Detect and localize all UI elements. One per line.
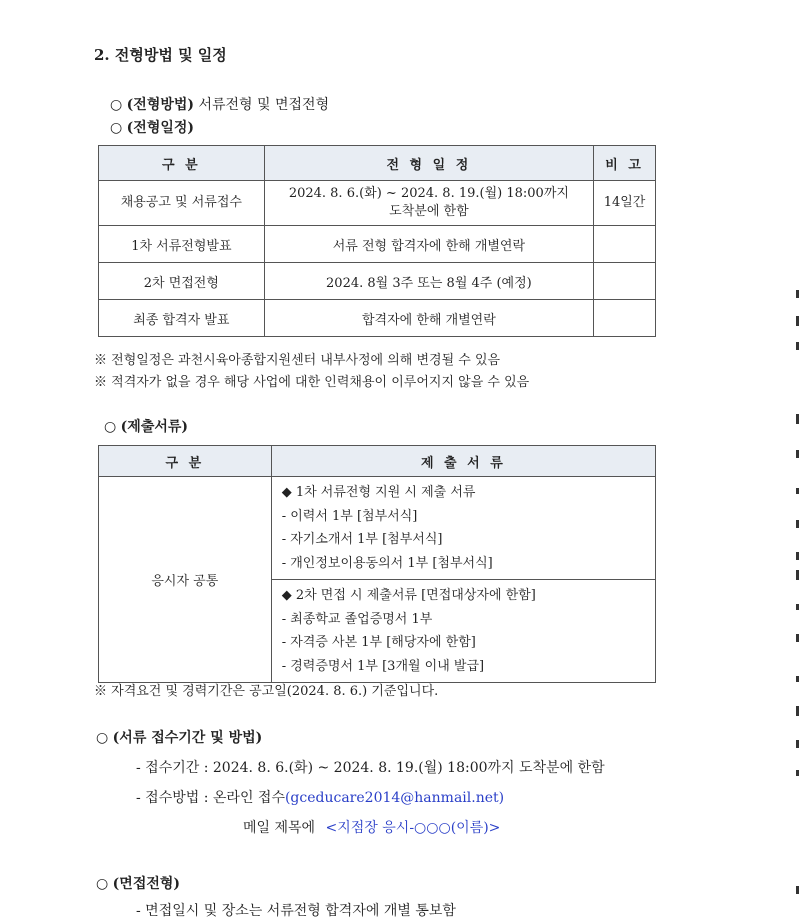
header-cell: 구 분 (99, 146, 265, 181)
edge-mark (796, 552, 799, 560)
edge-mark (796, 488, 799, 494)
subject-format: <지점장 응시-○○○(이름)> (325, 820, 501, 836)
cell-item: 채용공고 및 서류접수 (99, 181, 265, 226)
subject-prefix: 메일 제목에 (243, 820, 316, 836)
docs-group-1 (271, 477, 655, 580)
edge-mark (796, 290, 799, 298)
edge-mark (796, 740, 799, 748)
schedule-line-2: 도착분에 한함 (389, 204, 469, 219)
edge-mark (796, 706, 799, 716)
list-item: ◆ 1차 서류전형 지원 시 제출 서류 (281, 485, 476, 500)
cell-schedule: 서류 전형 합격자에 한해 개별연락 (264, 226, 593, 263)
cell-note (594, 300, 656, 337)
header-cell: 구 분 (99, 446, 272, 477)
interview-text: - 면접일시 및 장소는 서류전형 합격자에 개별 통보함 (136, 903, 456, 919)
section-title: 2. 전형방법 및 일정 (94, 46, 227, 64)
list-item: - 자기소개서 1부 [첨부서식] (281, 532, 443, 547)
edge-mark (796, 886, 799, 894)
list-item: - 개인정보이용동의서 1부 [첨부서식] (281, 555, 493, 571)
bullet: ○ (96, 876, 109, 892)
header-cell: 전 형 일 정 (264, 146, 593, 181)
edge-mark (796, 570, 799, 580)
table-header-row (99, 446, 656, 477)
edge-mark (796, 604, 799, 610)
bullet: ○ (96, 730, 109, 746)
method-label: (전형방법) (126, 97, 195, 113)
list-item: - 최종학교 졸업증명서 1부 (281, 611, 433, 627)
docs-table (98, 445, 656, 683)
mail-subject (243, 817, 500, 837)
method-text: 서류전형 및 면접전형 (194, 97, 330, 113)
edge-mark (796, 520, 799, 528)
email-link[interactable]: (gceducare2014@hanmail.net) (284, 790, 505, 806)
receipt-line (96, 727, 262, 747)
receipt-label: (서류 접수기간 및 방법) (112, 730, 263, 746)
method-prefix: - 접수방법 : 온라인 접수 (136, 790, 285, 806)
list-item: - 이력서 1부 [첨부서식] (281, 508, 418, 524)
edge-mark (796, 676, 799, 682)
cell-item: 1차 서류전형발표 (99, 226, 265, 263)
edge-mark (796, 450, 799, 458)
bullet: ○ (110, 120, 123, 136)
cell-item: 최종 합격자 발표 (99, 300, 265, 337)
list-item: - 경력증명서 1부 [3개월 이내 발급] (281, 658, 485, 674)
header-cell: 제 출 서 류 (271, 446, 655, 477)
cell-row-label: 응시자 공통 (99, 477, 272, 683)
edge-mark (796, 414, 799, 424)
table-row (99, 226, 656, 263)
header-cell: 비 고 (594, 146, 656, 181)
table-header-row (99, 146, 656, 181)
edge-mark (796, 770, 799, 776)
bullet: ○ (104, 419, 117, 435)
schedule-label: (전형일정) (126, 120, 195, 136)
receipt-period: - 접수기간 : 2024. 8. 6.(화) ~ 2024. 8. 19.(월) 18:00까지 도착분에 한함 (136, 760, 605, 776)
interview-line (96, 873, 180, 893)
edge-mark (796, 634, 799, 642)
cell-note (594, 263, 656, 300)
receipt-method (136, 787, 504, 807)
table-row (99, 263, 656, 300)
table-row (99, 300, 656, 337)
cell-note: 14일간 (594, 181, 656, 226)
table-row (99, 181, 656, 226)
method-line (110, 94, 329, 114)
cell-schedule: 합격자에 한해 개별연락 (264, 300, 593, 337)
schedule-line (110, 117, 194, 137)
list-item: ◆ 2차 면접 시 제출서류 [면접대상자에 한함] (281, 588, 536, 603)
table-row (99, 477, 656, 580)
bullet: ○ (110, 97, 123, 113)
schedule-note: ※ 적격자가 없을 경우 해당 사업에 대한 인력채용이 이루어지지 않을 수 있음 (94, 375, 530, 390)
cell-schedule: 2024. 8월 3주 또는 8월 4주 (예정) (264, 263, 593, 300)
docs-note: ※ 자격요건 및 경력기간은 공고일(2024. 8. 6.) 기준입니다. (94, 684, 439, 699)
cell-item: 2차 면접전형 (99, 263, 265, 300)
docs-line (104, 416, 188, 436)
cell-note (594, 226, 656, 263)
cell-schedule (264, 181, 593, 226)
docs-group-2 (271, 580, 655, 683)
docs-label: (제출서류) (120, 419, 189, 435)
edge-mark (796, 316, 799, 326)
schedule-line-1: 2024. 8. 6.(화) ~ 2024. 8. 19.(월) 18:00까지 (288, 186, 569, 201)
schedule-table (98, 145, 656, 337)
list-item: - 자격증 사본 1부 [해당자에 한함] (281, 635, 476, 650)
interview-label: (면접전형) (112, 876, 181, 892)
schedule-note: ※ 전형일정은 과천시육아종합지원센터 내부사정에 의해 변경될 수 있음 (94, 353, 501, 368)
edge-mark (796, 342, 799, 350)
